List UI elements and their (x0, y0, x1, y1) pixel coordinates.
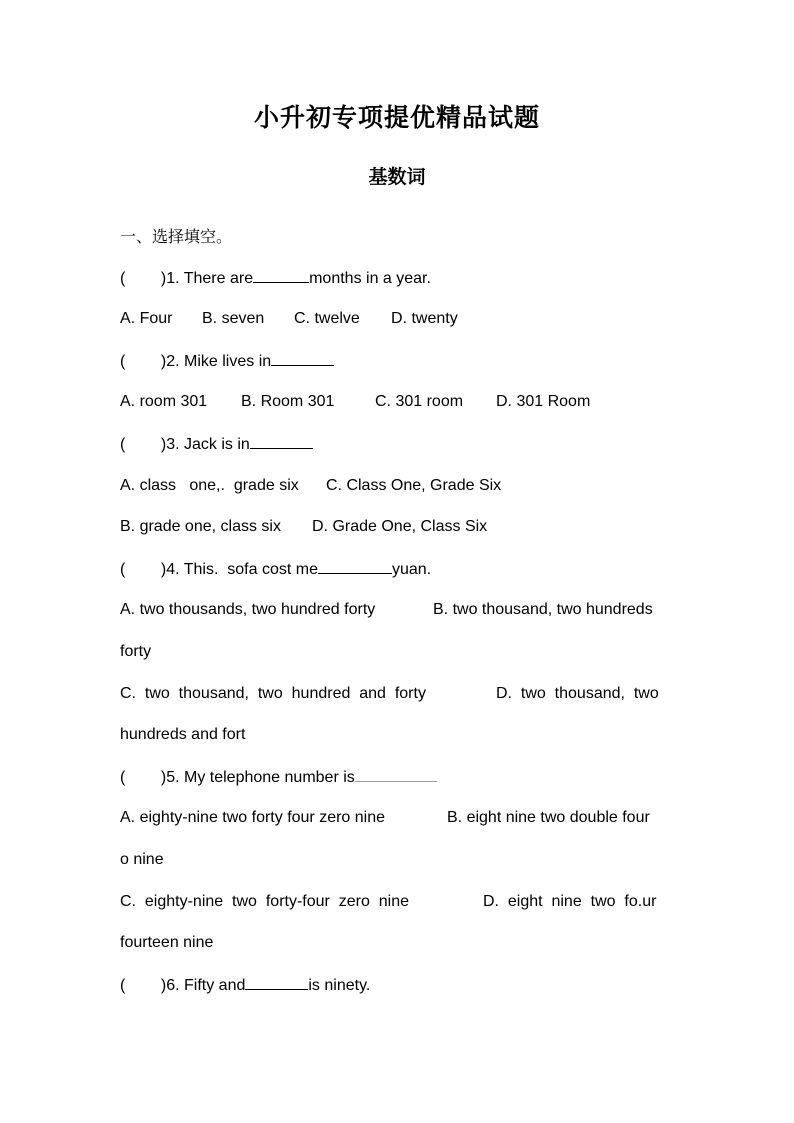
option-d: D. eight nine two fo.ur (483, 893, 657, 910)
question-5-options-row-1 (120, 806, 676, 830)
option-b: B. Room 301 (241, 393, 335, 410)
option-c: C. twelve (294, 310, 360, 327)
question-1-stem (120, 266, 676, 291)
question-4-text: ( )4. This. sofa cost me (120, 561, 318, 578)
question-2-options (120, 390, 676, 414)
option-b: B. two thousand, two hundreds (433, 601, 653, 618)
question-5-options-row-1-cont: o nine (120, 851, 164, 868)
section-heading: 一、选择填空。 (120, 227, 233, 246)
option-d: D. twenty (391, 310, 458, 327)
question-6-text-end: is ninety. (308, 977, 371, 994)
question-1-options (120, 307, 676, 331)
question-4-options-row-2-cont: hundreds and fort (120, 726, 246, 743)
answer-blank (355, 765, 437, 782)
option-b: B. eight nine two double four (447, 809, 650, 826)
option-a: A. Four (120, 310, 173, 327)
question-4-text-end: yuan. (391, 561, 432, 578)
answer-blank (250, 432, 313, 449)
question-6-text: ( )6. Fifty and (120, 977, 246, 994)
answer-blank (253, 266, 309, 283)
question-5-options-row-2-cont: fourteen nine (120, 934, 214, 951)
option-b: B. seven (202, 310, 265, 327)
page-subtitle: 基数词 (368, 166, 426, 188)
question-4-options-row-1 (120, 598, 676, 622)
question-2-stem (120, 349, 676, 374)
question-1-text-end: months in a year. (309, 270, 431, 287)
question-5-stem (120, 765, 676, 790)
question-5-options-row-2 (120, 890, 676, 914)
option-a: A. eighty-nine two forty four zero nine (120, 809, 386, 826)
page-title: 小升初专项提优精品试题 (253, 103, 540, 132)
question-1-text: ( )1. There are (120, 270, 254, 287)
question-5-text: ( )5. My telephone number is (120, 769, 355, 786)
answer-blank (271, 349, 334, 366)
option-c: C. Class One, Grade Six (326, 477, 502, 494)
option-b: B. grade one, class six (120, 518, 281, 535)
question-3-options-row-1 (120, 474, 676, 498)
question-4-stem (120, 557, 676, 582)
question-3-options-row-2 (120, 515, 676, 539)
option-a: A. room 301 (120, 393, 208, 410)
question-4-options-row-2 (120, 682, 676, 706)
option-c: C. eighty-nine two forty-four zero nine (120, 893, 410, 910)
option-d: D. 301 Room (496, 393, 591, 410)
question-6-stem (120, 973, 676, 998)
question-3-text: ( )3. Jack is in (120, 436, 250, 453)
answer-blank (318, 557, 392, 574)
option-c: C. 301 room (375, 393, 464, 410)
answer-blank (245, 973, 308, 990)
option-d: D. Grade One, Class Six (312, 518, 488, 535)
option-c: C. two thousand, two hundred and forty (120, 685, 426, 702)
option-d: D. two thousand, two (496, 685, 659, 702)
option-a: A. class one,. grade six (120, 477, 299, 494)
option-a: A. two thousands, two hundred forty (120, 601, 376, 618)
question-4-options-row-1-cont: forty (120, 643, 152, 660)
question-3-stem (120, 432, 676, 457)
question-2-text: ( )2. Mike lives in (120, 353, 272, 370)
